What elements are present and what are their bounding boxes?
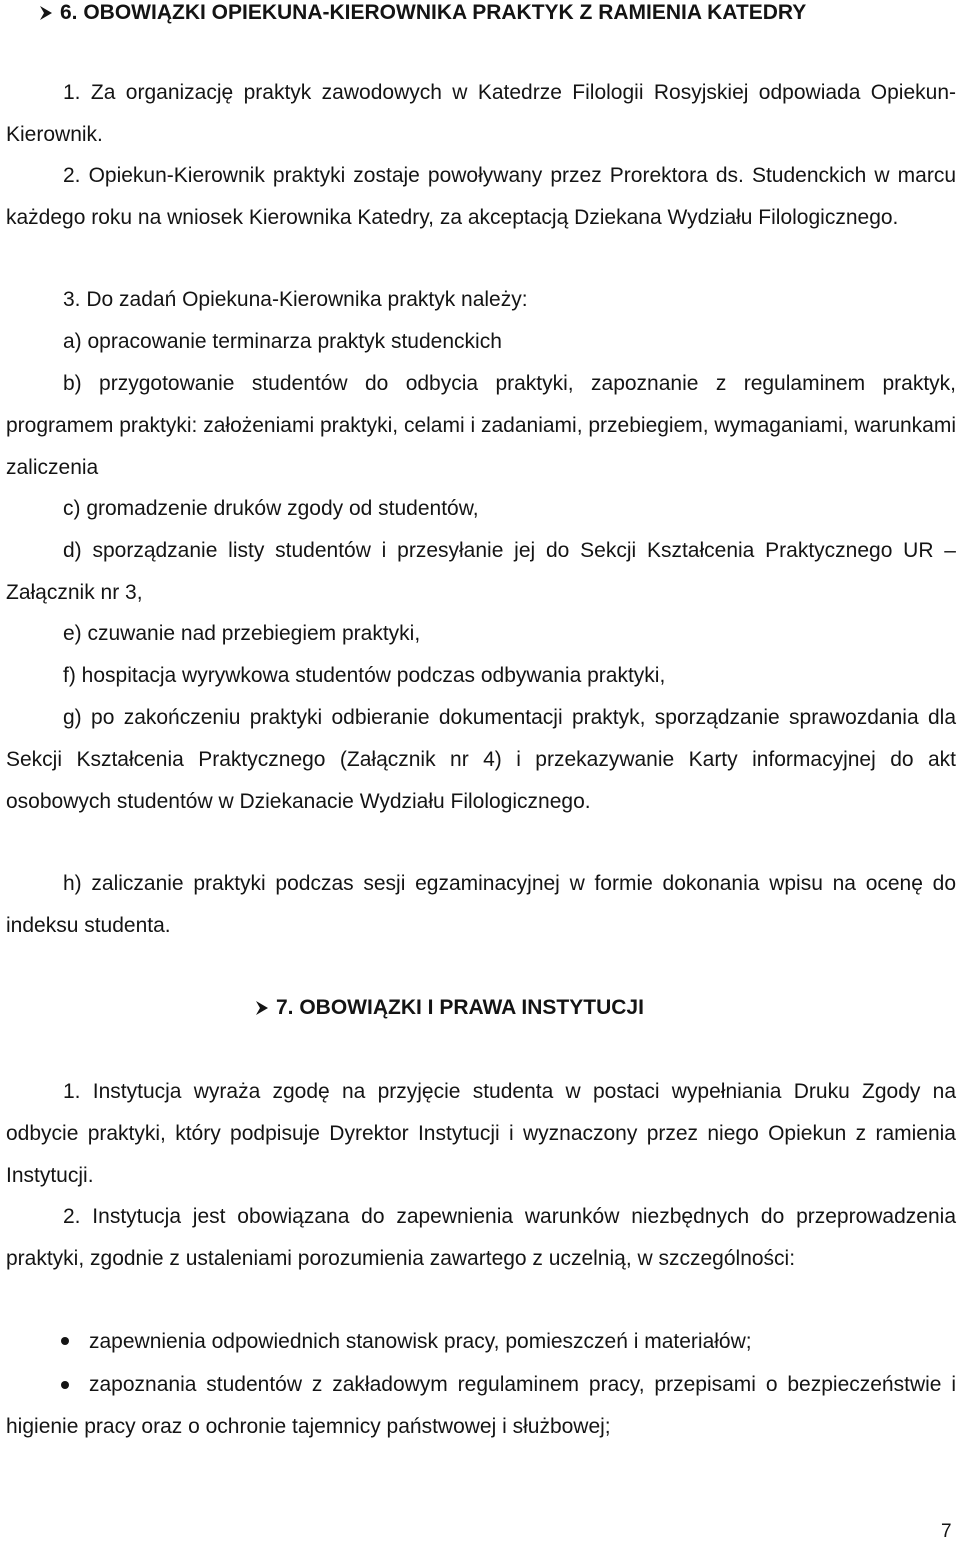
- task-e: e) czuwanie nad przebiegiem praktyki,: [63, 622, 421, 645]
- task-f: f) hospitacja wyrywkowa studentów podczas odbywania praktyki,: [63, 664, 666, 687]
- section-6-item-2: 2. Opiekun-Kierownik praktyki zostaje powoływany przez Prorektora ds. Studenckich w marcu każdego roku na wniosek Kierownika Katedry, za akceptacją Dziekana Wydziału Filologicznego.: [6, 164, 956, 229]
- bullet-icon: [61, 1337, 69, 1345]
- task-b: b) przygotowanie studentów do odbycia praktyki, zapoznanie z regulaminem praktyk, programem praktyki: założeniami praktyki, celami i zadaniami, przebiegiem, wymaganiami, warunkami zaliczenia: [6, 372, 957, 479]
- bullet-item-2: zapoznania studentów z zakładowym regulaminem pracy, przepisami o bezpieczeństwie i higienie pracy oraz o ochronie tajemnicy państwowej i służbowej;: [6, 1373, 956, 1438]
- arrow-head-icon: [40, 6, 52, 20]
- section-6-item-3: 3. Do zadań Opiekuna-Kierownika praktyk należy:: [63, 288, 528, 311]
- section-7-heading: [256, 995, 644, 1021]
- task-h: h) zaliczanie praktyki podczas sesji egzaminacyjnej w formie dokonania wpisu na ocenę do indeksu studenta.: [6, 872, 956, 937]
- section-7-item-2: 2. Instytucja jest obowiązana do zapewnienia warunków niezbędnych do przeprowadzenia praktyki, zgodnie z ustaleniami porozumienia zawartego z uczelnią, w szczególności:: [6, 1205, 956, 1270]
- task-g: g) po zakończeniu praktyki odbieranie dokumentacji praktyk, sporządzanie sprawozdania dla Sekcji Kształcenia Praktycznego (Załącznik nr 4) i przekazywanie Karty informacyjnej do akt osobowych studentów w Dziekanacie Wydziału Filologicznego.: [6, 706, 956, 813]
- section-6-item-1: 1. Za organizację praktyk zawodowych w Katedrze Filologii Rosyjskiej odpowiada Opiekun-Kierownik.: [6, 81, 956, 146]
- section-6-heading: [40, 0, 806, 26]
- section-6-title: 6. OBOWIĄZKI OPIEKUNA-KIEROWNIKA PRAKTYK Z RAMIENIA KATEDRY: [60, 1, 807, 24]
- bullet-item-1: zapewnienia odpowiednich stanowisk pracy, pomieszczeń i materiałów;: [89, 1330, 752, 1353]
- arrow-head-icon: [256, 1001, 268, 1015]
- task-d: d) sporządzanie listy studentów i przesyłanie jej do Sekcji Kształcenia Praktycznego UR – Załącznik nr 3,: [6, 539, 956, 604]
- page-number: 7: [941, 1521, 952, 1542]
- task-c: c) gromadzenie druków zgody od studentów,: [63, 497, 479, 520]
- section-7-title: 7. OBOWIĄZKI I PRAWA INSTYTUCJI: [276, 996, 644, 1019]
- task-a: a) opracowanie terminarza praktyk studenckich: [63, 330, 502, 353]
- section-7-item-1: 1. Instytucja wyraża zgodę na przyjęcie studenta w postaci wypełniania Druku Zgody na odbycie praktyki, który podpisuje Dyrektor Instytucji i wyznaczony przez niego Opiekun z ramienia Instytucji.: [6, 1080, 956, 1187]
